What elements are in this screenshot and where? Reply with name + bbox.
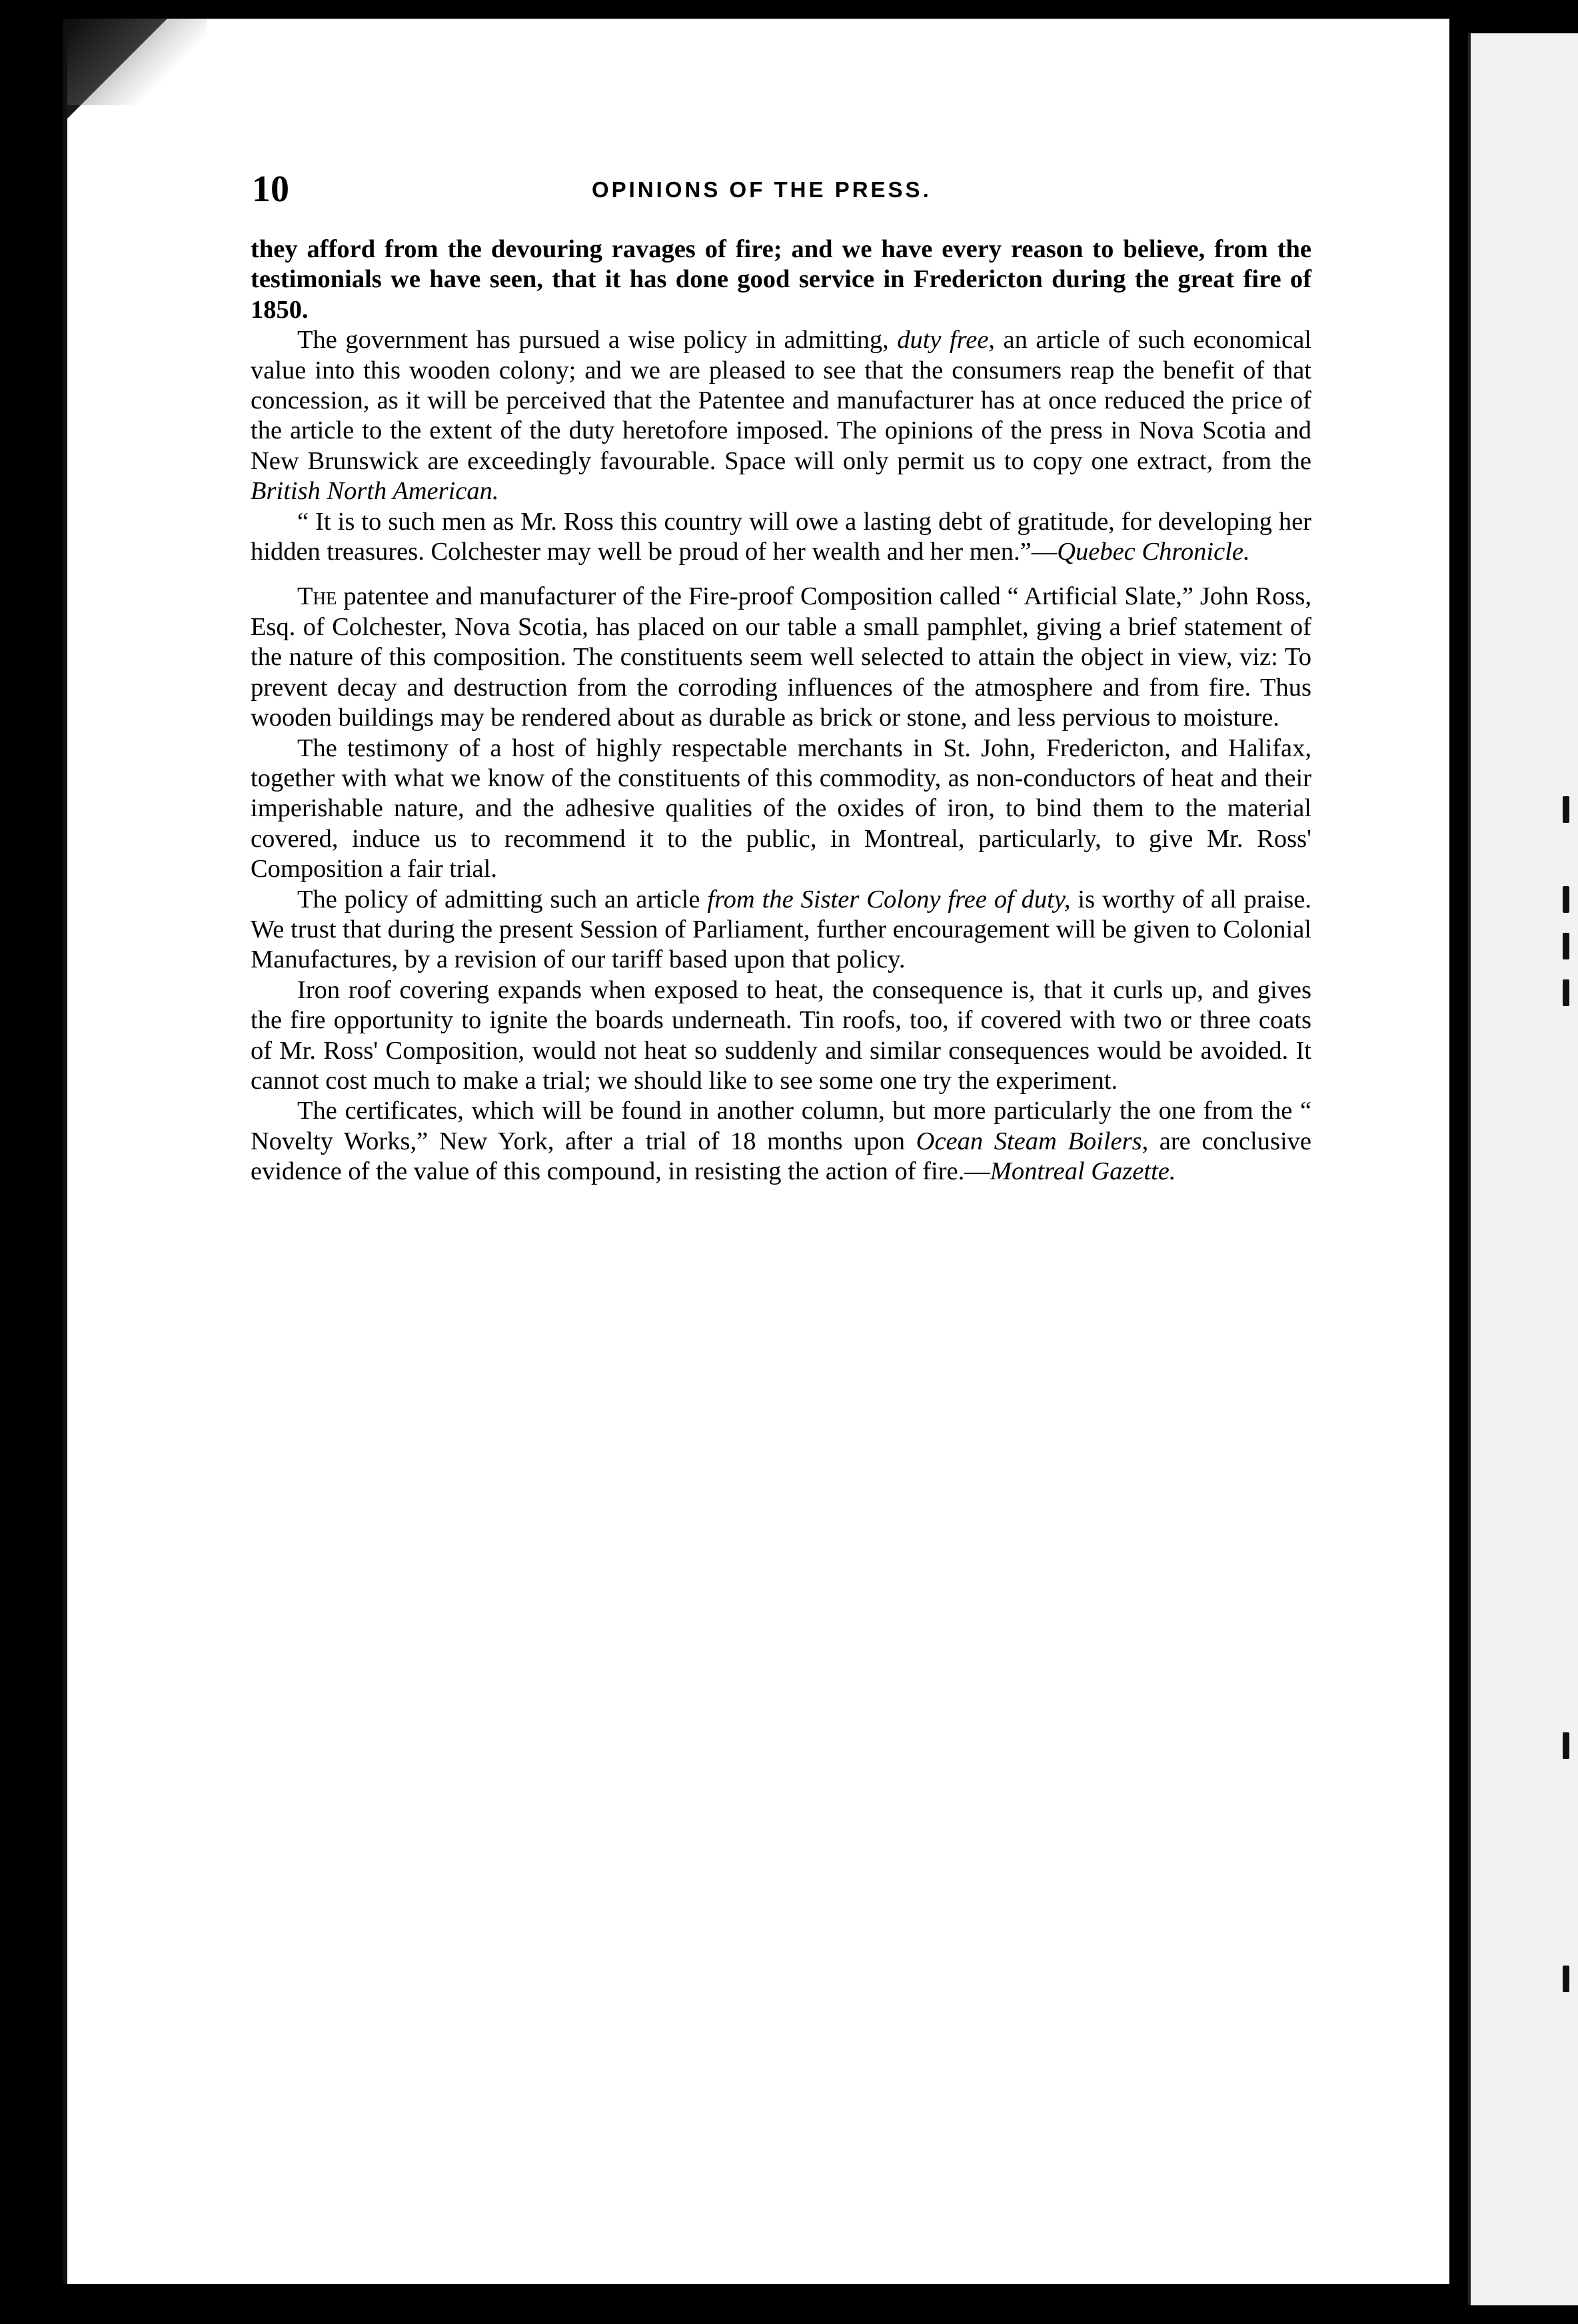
paragraph: The patentee and manufacturer of the Fire-proof Composition called “ Artificial Slate,” John Ross, Esq. of Colchester, Nova Scotia, has placed on our table a small pamphlet, giving a brief statement of the nature of this composition. The constituents seem well selected to attain the object in view, viz: To prevent decay and destruction from the corroding influences of the atmosphere and from fire. Thus wooden buildings may be rendered about as durable as brick or stone, and less pervious to moisture. (251, 582, 1311, 732)
page-gutter (1449, 19, 1468, 2284)
adjacent-page-mark (1563, 796, 1569, 823)
article-text (251, 235, 1311, 1187)
adjacent-page-mark (1563, 1966, 1569, 1992)
paragraph: they afford from the devouring ravages of fire; and we have every reason to believe, from the testimonials we have seen, that it has done good service in Fredericton during the great fire of 1850. (251, 235, 1311, 324)
paragraph: The government has pursued a wise policy in admitting, duty free, an article of such economical value into this wooden colony; and we are pleased to see that the consumers reap the benefit of that concession, as it will be perceived that the Patentee and manufacturer has at once reduced the price of the article to the extent of the duty heretofore imposed. The opinions of the press in Nova Scotia and New Brunswick are exceedingly favourable. Space will only permit us to copy one extract, from the British North American. (251, 326, 1311, 506)
adjacent-page-mark (1563, 933, 1569, 959)
running-head: OPINIONS OF THE PRESS. (592, 177, 932, 202)
adjacent-page-mark (1563, 979, 1569, 1006)
quotation: “ It is to such men as Mr. Ross this country will owe a lasting debt of gratitude, for developing her hidden treasures. Colchester may well be proud of her wealth and her men.”—Quebec Chronicle. (251, 507, 1311, 566)
paragraph: The certificates, which will be found in another column, but more particularly the one from the “ Novelty Works,” New York, after a trial of 18 months upon Ocean Steam Boilers, are conclusive evidence of the value of this compound, in resisting the action of fire.—Montreal Gazette. (251, 1097, 1311, 1186)
page-header (252, 168, 1311, 208)
paragraph: The policy of admitting such an article from the Sister Colony free of duty, is worthy of all praise. We trust that during the present Session of Parliament, further encouragement will be given to Colonial Manufactures, by a revision of our tariff based upon that policy. (251, 885, 1312, 974)
paragraph: The testimony of a host of highly respectable merchants in St. John, Fredericton, and Halifax, together with what we know of the constituents of this commodity, as non-conductors of heat and their imperishable nature, and the adhesive qualities of the oxides of iron, to bind them to the material covered, induce us to recommend it to the public, in Montreal, particularly, to give Mr. Ross' Composition a fair trial. (251, 734, 1311, 883)
folded-corner-shadow (67, 19, 207, 105)
adjacent-page-edge (1468, 33, 1578, 2305)
adjacent-page-mark (1563, 886, 1569, 913)
page-number: 10 (252, 169, 289, 210)
adjacent-page-mark (1563, 1732, 1569, 1759)
paragraph: Iron roof covering expands when exposed to heat, the consequence is, that it curls up, and gives the fire opportunity to ignite the boards underneath. Tin roofs, too, if covered with two or three coats of Mr. Ross' Composition, would not heat so suddenly and similar consequences would be avoided. It cannot cost much to make a trial; we should like to see some one try the experiment. (251, 975, 1311, 1095)
